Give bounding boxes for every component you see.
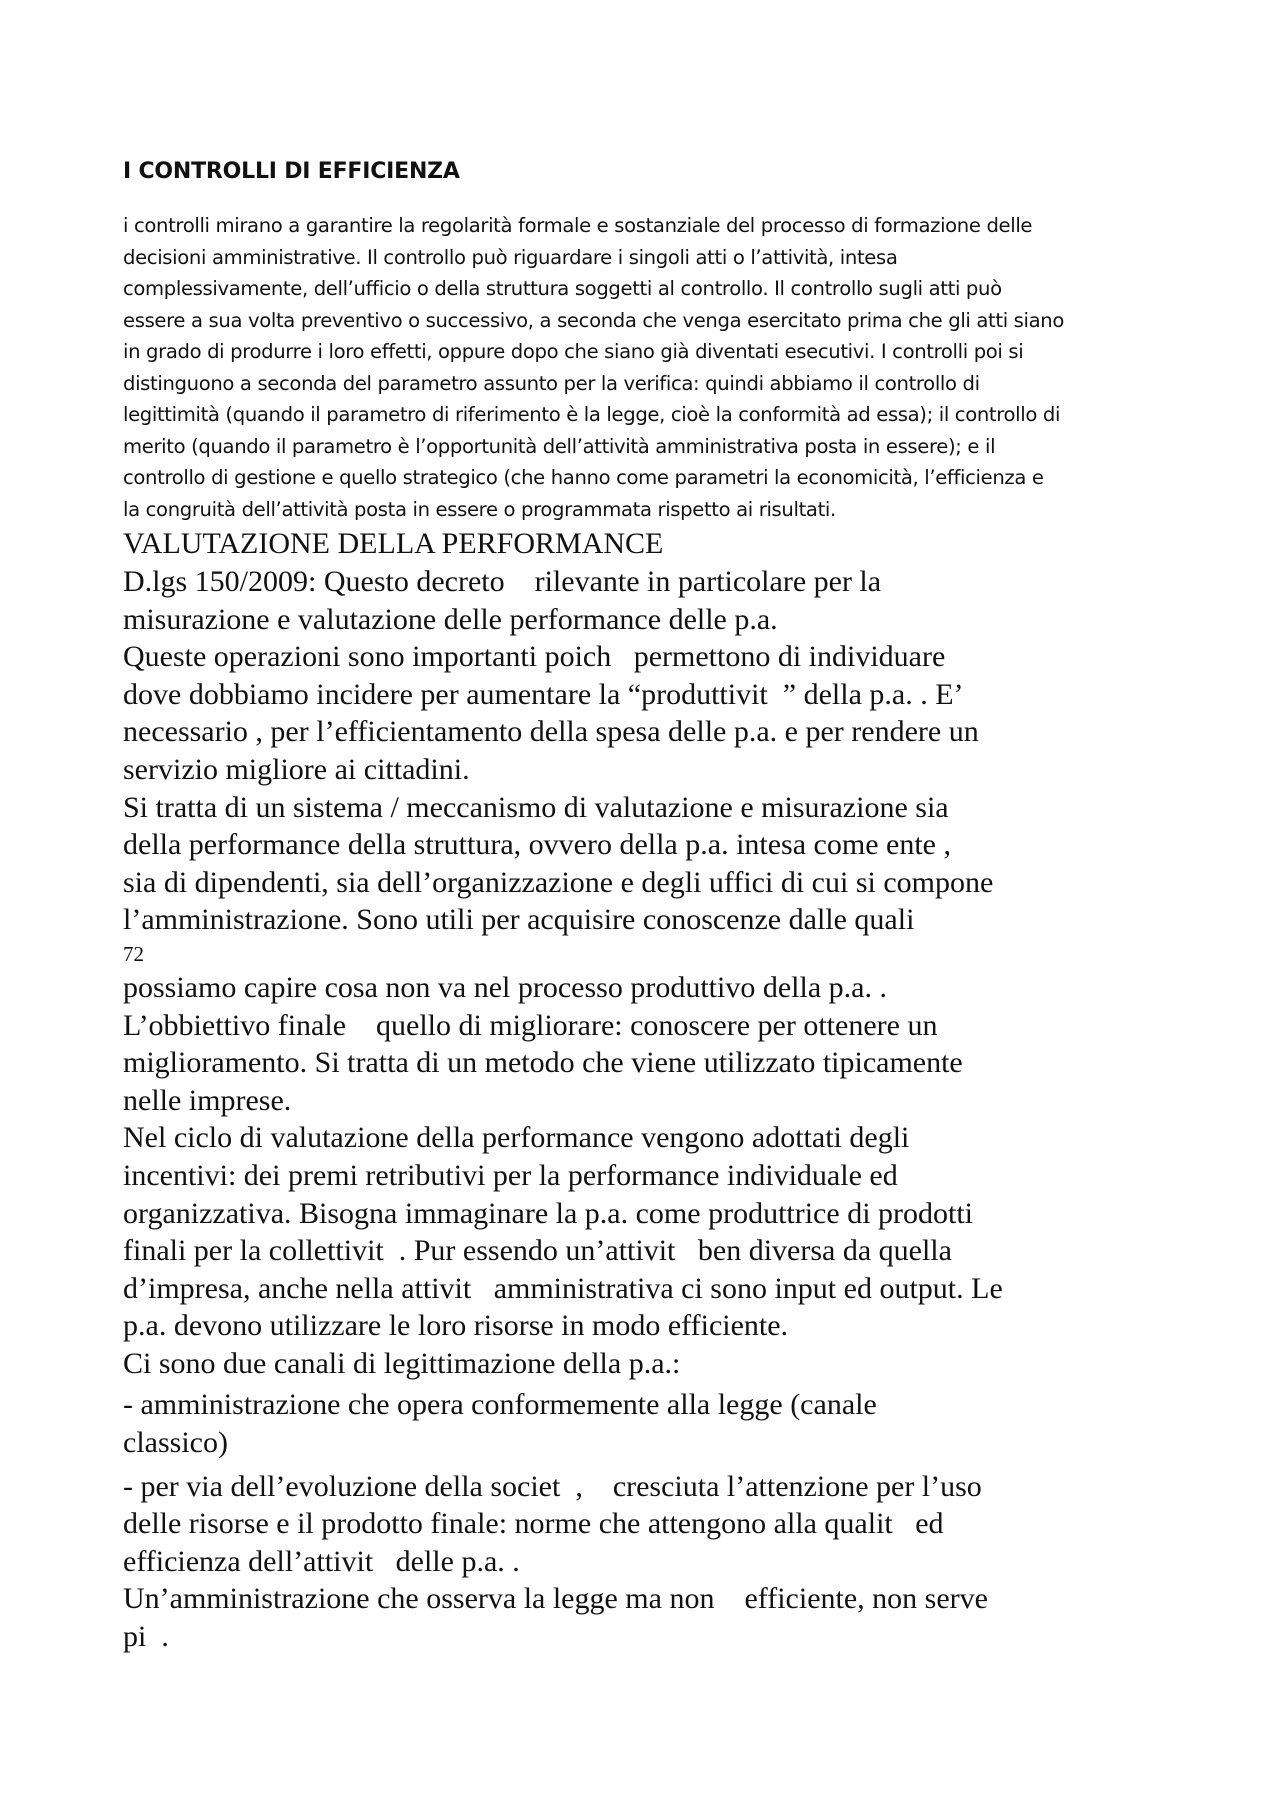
text-line: l’amministrazione. Sono utili per acquisire conoscenze dalle quali — [123, 903, 915, 937]
document-content — [123, 158, 1183, 1656]
text-line: finali per la collettivit . Pur essendo un’attivit ben diversa da quella — [123, 1234, 952, 1268]
text-line: la congruità dell’attività posta in essere o programmata rispetto ai risultati. — [123, 497, 836, 521]
text-line: legittimità (quando il parametro di riferimento è la legge, cioè la conformità ad essa); il controllo di — [123, 403, 1061, 426]
text-line: merito (quando il parametro è l’opportunità dell’attività amministrativa posta in essere); e il — [123, 434, 996, 458]
text-line: possiamo capire cosa non va nel processo produttivo della p.a. . — [123, 970, 887, 1004]
text-line: nelle imprese. — [123, 1083, 292, 1117]
text-line: organizzativa. Bisogna immaginare la p.a. come produttrice di prodotti — [123, 1196, 974, 1230]
text-line: Queste operazioni sono importanti poich permettono di individuare — [123, 640, 946, 674]
bullet-item-evoluzione-societa — [123, 1468, 1183, 1581]
text-line: efficienza dell’attivit delle p.a. . — [123, 1544, 520, 1578]
text-line: i controlli mirano a garantire la regolarità formale e sostanziale del processo di formazione delle — [123, 214, 1033, 237]
text-line: in grado di produrre i loro effetti, oppure dopo che siano già diventati esecutivi. I controlli poi si — [123, 340, 1024, 363]
text-line: Ci sono due canali di legittimazione della p.a.: — [123, 1346, 681, 1380]
text-line: complessivamente, dell’ufficio o della struttura soggetti al controllo. Il controllo sugli atti può — [123, 277, 1002, 300]
text-line: necessario , per l’efficientamento della spesa delle p.a. e per rendere un — [123, 715, 979, 749]
text-line: miglioramento. Si tratta di un metodo che viene utilizzato tipicamente — [123, 1046, 963, 1080]
paragraph-closing — [123, 1580, 1183, 1655]
text-line: essere a sua volta preventivo o successivo, a seconda che venga esercitato prima che gli atti siano — [123, 308, 1065, 332]
text-line: classico) — [123, 1426, 228, 1460]
paragraph-performance-part1 — [123, 563, 1183, 939]
text-line: - amministrazione che opera conformemente alla legge (canale — [123, 1388, 877, 1422]
text-line: - per via dell’evoluzione della societ , cresciuta l’attenzione per l’uso — [123, 1469, 982, 1503]
text-line: Un’amministrazione che osserva la legge ma non efficiente, non serve — [123, 1582, 988, 1616]
text-line: Nel ciclo di valutazione della performance vengono adottati degli — [123, 1121, 910, 1155]
paragraph-performance-part2 — [123, 969, 1183, 1383]
text-line: Si tratta di un sistema / meccanismo di valutazione e misurazione sia — [123, 790, 949, 824]
section-heading-controlli: I CONTROLLI DI EFFICIENZA — [123, 159, 460, 184]
text-line: distinguono a seconda del parametro assunto per la verifica: quindi abbiamo il controllo di — [123, 371, 980, 395]
text-line: servizio migliore ai cittadini. — [123, 752, 470, 786]
text-line: dove dobbiamo incidere per aumentare la “produttivit ” della p.a. . E’ — [123, 677, 964, 711]
paragraph-controlli — [123, 210, 1183, 525]
text-line: d’impresa, anche nella attivit amministrativa ci sono input ed output. Le — [123, 1271, 1003, 1305]
text-line: L’obbiettivo finale quello di migliorare: conoscere per ottenere un — [123, 1008, 938, 1042]
text-line: della performance della struttura, ovvero della p.a. intesa come ente , — [123, 828, 951, 862]
text-line: misurazione e valutazione delle performance delle p.a. — [123, 602, 778, 636]
section-title-performance: VALUTAZIONE DELLA PERFORMANCE — [123, 527, 664, 560]
text-line: sia di dipendenti, sia dell’organizzazione e degli uffici di cui si compone — [123, 865, 994, 899]
text-line: p.a. devono utilizzare le loro risorse in modo efficiente. — [123, 1309, 789, 1343]
bullet-item-canale-classico — [123, 1386, 1183, 1461]
page-number: 72 — [123, 941, 144, 966]
text-line: controllo di gestione e quello strategico (che hanno come parametri la economicità, l’efficienza e — [123, 466, 1044, 489]
text-line: delle risorse e il prodotto finale: norme che attengono alla qualit ed — [123, 1507, 944, 1541]
text-line: decisioni amministrative. Il controllo può riguardare i singoli atti o l’attività, intesa — [123, 245, 898, 269]
text-line: D.lgs 150/2009: Questo decreto rilevante in particolare per la — [123, 565, 882, 598]
text-line: pi . — [123, 1620, 169, 1654]
text-line: incentivi: dei premi retributivi per la performance individuale ed — [123, 1158, 898, 1192]
